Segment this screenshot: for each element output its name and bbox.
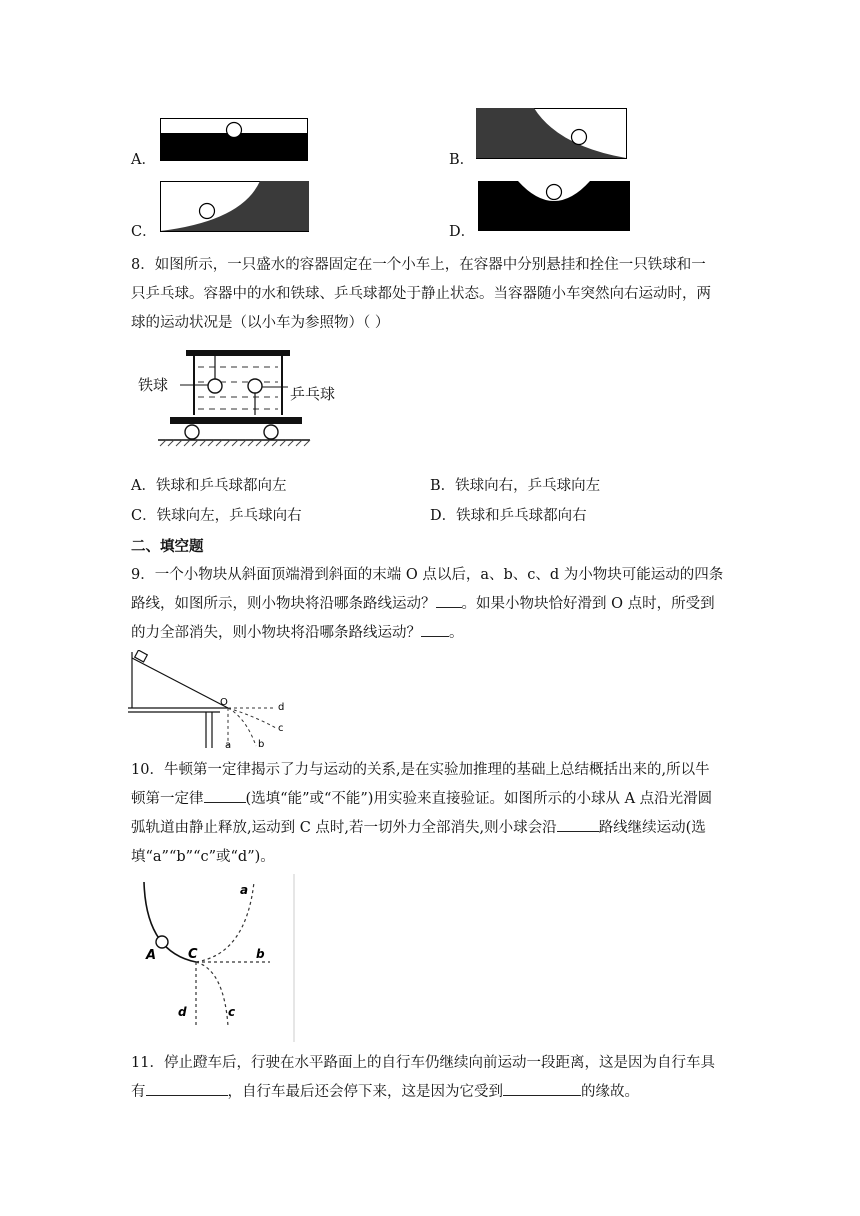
q8-option-a: A．铁球和乒乓球都向左: [131, 478, 287, 494]
q9-answer-blank-1[interactable]: [436, 592, 462, 608]
cart-deck: [170, 417, 302, 424]
q10-line-2: [131, 785, 741, 814]
q9-line-3-text-a: 的力全部消失，则小物块将沿哪条路线运动？: [131, 625, 421, 641]
q10-line-2-text-b: (选填“能”或“不能”)用实验来直接验证。如图所示的小球从 A 点沿光滑圆: [245, 791, 713, 807]
q10-line-1: 10．牛顿第一定律揭示了力与运动的关系,是在实验加推理的基础上总结概括出来的,所以牛: [131, 762, 710, 778]
cart-wheel-left: [185, 425, 199, 439]
label-a: a: [240, 883, 249, 897]
q10-figure-arc-track: [138, 874, 298, 1042]
pingpong-ball: [248, 379, 262, 393]
q7-option-a-label: A．: [131, 152, 156, 168]
label-A: A: [146, 948, 157, 963]
q11-line-2-text-a: 有: [131, 1084, 146, 1100]
q7-figure-c: [160, 181, 310, 233]
label-d: d: [278, 702, 285, 713]
q9-figure-slope: [128, 650, 298, 750]
label-b: b: [256, 947, 265, 961]
label-pingpong-ball: 乒乓球: [290, 385, 336, 403]
section-title-fill-in: 二、填空题: [131, 539, 204, 555]
q9-stem: [131, 561, 741, 648]
q10-answer-blank-2[interactable]: [557, 816, 599, 832]
label-c: c: [228, 1005, 236, 1019]
q7-figure-a: [160, 118, 308, 162]
ball: [156, 936, 168, 948]
q8-stem-line-3: 球的运动状况是（以小车为参照物）（ ）: [131, 315, 390, 331]
q7-figure-b: [476, 108, 628, 160]
q11-answer-blank-2[interactable]: [503, 1080, 581, 1096]
q10-stem: [131, 756, 741, 872]
label-a: a: [225, 740, 232, 750]
label-b: b: [258, 739, 265, 750]
q7-option-d-label: D．: [449, 224, 476, 240]
q9-line-1: 9．一个小物块从斜面顶端滑到斜面的末端 O 点以后，a、b、c、d 为小物块可能运动的四条: [131, 567, 724, 583]
cart-wheel-right: [264, 425, 278, 439]
q8-stem: [131, 251, 741, 338]
q8-stem-line-1: 8．如图所示，一只盛水的容器固定在一个小车上，在容器中分别悬挂和拴住一只铁球和一: [131, 257, 706, 273]
q9-answer-blank-2[interactable]: [421, 621, 449, 637]
q7-option-c-label: C．: [131, 224, 157, 240]
q8-option-d: D．铁球和乒乓球都向右: [430, 508, 587, 524]
q9-line-3: [131, 619, 741, 648]
q11-line-2-text-c: 的缘故。: [581, 1084, 639, 1100]
q10-line-3-text-b: 路线继续运动(选: [598, 820, 706, 836]
q11-line-2-text-b: ，自行车最后还会停下来，这是因为它受到: [227, 1084, 503, 1100]
q10-line-2-text-a: 顿第一定律: [131, 791, 204, 807]
label-c: c: [278, 723, 284, 734]
q7-figure-d: [478, 181, 630, 233]
q8-option-c: C．铁球向左，乒乓球向右: [131, 508, 302, 524]
label-d: d: [178, 1005, 187, 1019]
q8-figure-cart-container: [130, 345, 370, 450]
q9-line-2-text-b: 。如果小物块恰好滑到 O 点时，所受到: [461, 596, 715, 612]
label-O: O: [220, 697, 228, 708]
q9-line-3-text-b: 。: [449, 625, 464, 641]
q11-stem: [131, 1049, 741, 1107]
q11-line-1: 11．停止蹬车后，行驶在水平路面上的自行车仍继续向前运动一段距离，这是因为自行车具: [131, 1055, 715, 1071]
ground-hatch: [160, 440, 310, 446]
container-lid: [186, 350, 290, 356]
q8-stem-line-2: 只乒乓球。容器中的水和铁球、乒乓球都处于静止状态。当容器随小车突然向右运动时，两: [131, 286, 711, 302]
q7-option-b-label: B．: [449, 152, 475, 168]
label-C: C: [188, 947, 198, 962]
q11-line-2: [131, 1078, 741, 1107]
q8-option-b: B．铁球向右，乒乓球向左: [430, 478, 601, 494]
label-iron-ball: 铁球: [138, 376, 169, 394]
q9-line-2: [131, 590, 741, 619]
q10-line-4: 填“a”“b”“c”或“d”)。: [131, 849, 275, 865]
q10-line-3: [131, 814, 741, 843]
iron-ball: [208, 379, 222, 393]
q10-answer-blank-1[interactable]: [204, 787, 246, 803]
q11-answer-blank-1[interactable]: [146, 1080, 228, 1096]
q10-line-3-text-a: 弧轨道由静止释放,运动到 C 点时,若一切外力全部消失,则小球会沿: [131, 820, 557, 836]
q9-line-2-text-a: 路线，如图所示，则小物块将沿哪条路线运动？: [131, 596, 436, 612]
